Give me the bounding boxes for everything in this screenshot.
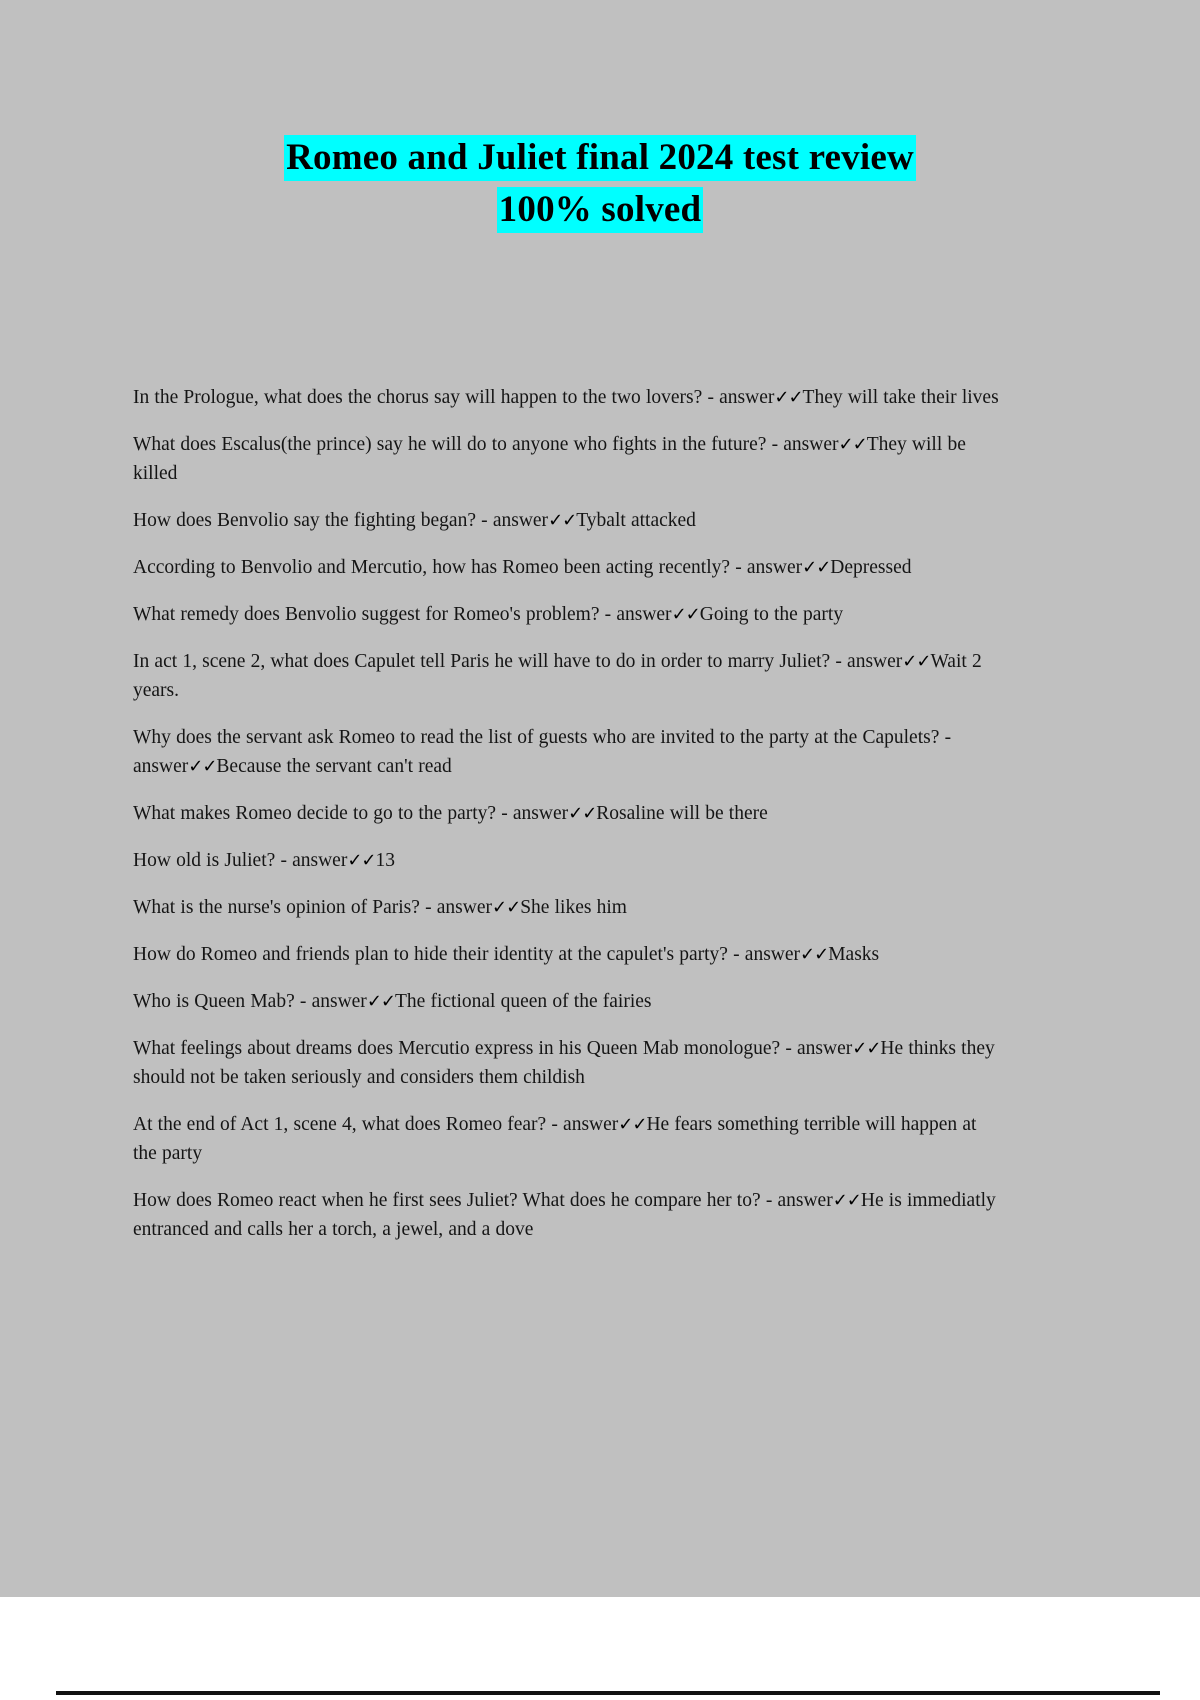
qa-item xyxy=(133,600,1001,629)
qa-answer: Rosaline will be there xyxy=(596,803,768,824)
qa-answer-separator: - answer xyxy=(727,944,801,965)
qa-question: How does Benvolio say the fighting began? xyxy=(133,510,476,531)
qa-item xyxy=(133,893,1001,922)
qa-answer-separator: - answer xyxy=(766,434,839,455)
qa-question: What is the nurse's opinion of Paris? xyxy=(133,897,420,918)
qa-question: What does Escalus(the prince) say he will do to anyone who fights in the future? xyxy=(133,434,767,455)
qa-answer: Wait 2 years. xyxy=(133,651,982,701)
qa-question: Who is Queen Mab? xyxy=(133,991,295,1012)
qa-answer-separator: - answer xyxy=(780,1038,853,1059)
qa-item xyxy=(133,647,1001,705)
double-check-icon: ✓✓ xyxy=(618,1114,647,1135)
qa-question: What remedy does Benvolio suggest for Romeo's problem? xyxy=(133,604,600,625)
double-check-icon: ✓✓ xyxy=(366,991,395,1012)
qa-question: What feelings about dreams does Mercutio express in his Queen Mab monologue? xyxy=(133,1038,781,1059)
qa-answer: He is immediatly entranced and calls her a torch, a jewel, and a dove xyxy=(133,1190,996,1240)
qa-question: In the Prologue, what does the chorus say will happen to the two lovers? xyxy=(133,387,703,408)
double-check-icon: ✓✓ xyxy=(902,651,931,672)
double-check-icon: ✓✓ xyxy=(838,434,867,455)
page-title-line-2: 100% solved xyxy=(497,187,704,233)
qa-item xyxy=(133,553,1001,582)
double-check-icon: ✓✓ xyxy=(548,510,577,531)
double-check-icon: ✓✓ xyxy=(800,944,829,965)
qa-answer-separator: - answer xyxy=(294,991,367,1012)
double-check-icon: ✓✓ xyxy=(671,604,700,625)
qa-item xyxy=(133,1186,1001,1244)
double-check-icon: ✓✓ xyxy=(492,897,521,918)
qa-answer: He fears something terrible will happen at the party xyxy=(133,1114,977,1164)
qa-question: How old is Juliet? xyxy=(133,850,276,871)
question-answer-list xyxy=(133,383,1001,1244)
qa-answer-separator: - answer xyxy=(702,387,775,408)
qa-answer: They will be killed xyxy=(133,434,966,484)
qa-item xyxy=(133,723,1001,781)
double-check-icon: ✓✓ xyxy=(568,803,597,824)
qa-answer-separator: - answer xyxy=(546,1114,619,1135)
qa-item xyxy=(133,383,1001,412)
qa-question: At the end of Act 1, scene 4, what does Romeo fear? xyxy=(133,1114,547,1135)
qa-answer: 13 xyxy=(375,850,396,871)
qa-item xyxy=(133,1034,1001,1092)
qa-answer-separator: - answer xyxy=(419,897,493,918)
qa-item xyxy=(133,430,1001,488)
qa-question: In act 1, scene 2, what does Capulet tell Paris he will have to do in order to marry Juliet? xyxy=(133,651,831,672)
qa-answer: She likes him xyxy=(520,897,627,918)
qa-answer-separator: - answer xyxy=(275,850,348,871)
double-check-icon: ✓✓ xyxy=(802,557,831,578)
qa-answer-separator: - answer xyxy=(475,510,549,531)
qa-answer-separator: - answer xyxy=(830,651,903,672)
page-title xyxy=(160,132,1040,236)
qa-answer: They will take their lives xyxy=(802,387,999,408)
qa-question: Why does the servant ask Romeo to read the list of guests who are invited to the party at the Capulets? xyxy=(133,727,940,748)
qa-answer: The fictional queen of the fairies xyxy=(394,991,652,1012)
footer-divider-rule xyxy=(56,1691,1160,1695)
qa-item xyxy=(133,506,1001,535)
qa-question: What makes Romeo decide to go to the party? xyxy=(133,803,497,824)
qa-answer-separator: - answer xyxy=(730,557,803,578)
qa-answer-separator: - answer xyxy=(599,604,672,625)
double-check-icon: ✓✓ xyxy=(852,1038,881,1059)
qa-answer: Depressed xyxy=(830,557,912,578)
qa-answer-separator: - answer xyxy=(496,803,569,824)
qa-question: How does Romeo react when he first sees Juliet? What does he compare her to? xyxy=(133,1190,761,1211)
qa-item xyxy=(133,940,1001,969)
double-check-icon: ✓✓ xyxy=(774,387,803,408)
qa-answer: Because the servant can't read xyxy=(216,756,452,777)
qa-question: According to Benvolio and Mercutio, how has Romeo been acting recently? xyxy=(133,557,731,578)
page-title-line-1: Romeo and Juliet final 2024 test review xyxy=(284,135,916,181)
qa-answer: Going to the party xyxy=(699,604,844,625)
qa-question: How do Romeo and friends plan to hide their identity at the capulet's party? xyxy=(133,944,728,965)
double-check-icon: ✓✓ xyxy=(832,1190,861,1211)
qa-answer: Tybalt attacked xyxy=(576,510,696,531)
double-check-icon: ✓✓ xyxy=(347,850,376,871)
qa-answer: Masks xyxy=(828,944,880,965)
qa-answer-separator: - answer xyxy=(760,1190,833,1211)
qa-item xyxy=(133,799,1001,828)
qa-answer: He thinks they should not be taken seriously and considers them childish xyxy=(133,1038,995,1088)
qa-item xyxy=(133,846,1001,875)
qa-answer-separator: - answer xyxy=(133,727,952,777)
qa-item xyxy=(133,987,1001,1016)
qa-item xyxy=(133,1110,1001,1168)
double-check-icon: ✓✓ xyxy=(188,756,217,777)
